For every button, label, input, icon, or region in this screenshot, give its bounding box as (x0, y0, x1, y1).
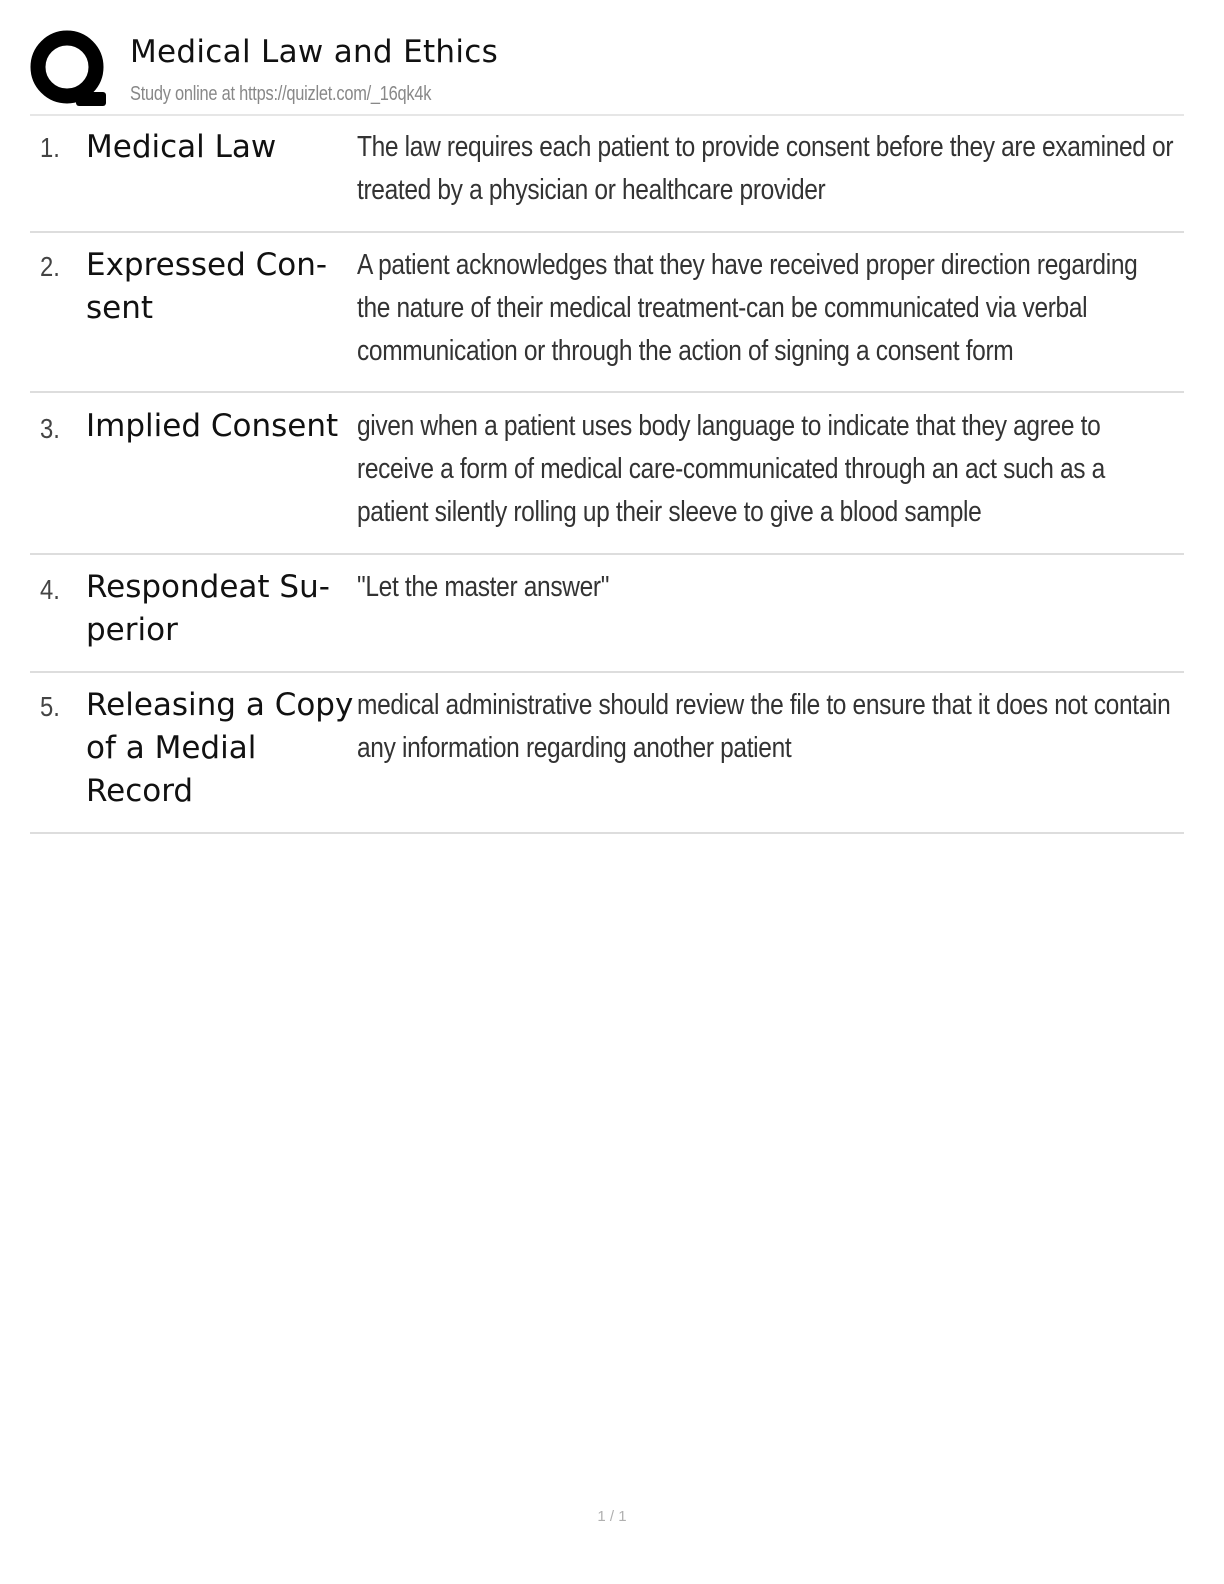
card-definition: given when a patient uses body language to indicate that they agree to receive a form of medical care-communicated through an act such as a patient silently rolling up their sleeve to give a blood sample (357, 410, 1105, 528)
card-number: 3. (40, 413, 60, 444)
quizlet-q-logo-icon (30, 30, 110, 110)
flashcard-row (30, 673, 1184, 834)
card-definition: medical administrative should review the file to ensure that it does not contain any information regarding another patient (357, 689, 1171, 764)
card-term: Respondeat Su- perior (86, 569, 330, 648)
card-number: 2. (40, 251, 60, 282)
document-header (30, 28, 1184, 116)
card-term: Implied Consent (86, 408, 339, 444)
page-indicator: 1 / 1 (597, 1508, 627, 1525)
card-term: Releasing a Copy of a Medial Record (86, 687, 354, 809)
card-term: Medical Law (86, 129, 277, 165)
flashcard-row (30, 555, 1184, 673)
card-number: 5. (40, 691, 60, 722)
study-online-link[interactable]: Study online at https://quizlet.com/_16qk4k (130, 83, 432, 105)
card-number: 4. (40, 574, 60, 605)
flashcard-row (30, 393, 1184, 555)
card-definition: "Let the master answer" (357, 571, 610, 603)
card-number: 1. (40, 132, 60, 163)
card-definition: A patient acknowledges that they have received proper direction regarding the nature of their medical treatment-can be communicated via verbal communication or through the action of signing a consent form (357, 249, 1138, 367)
flashcard-row (30, 233, 1184, 393)
page-title: Medical Law and Ethics (130, 34, 499, 70)
card-definition: The law requires each patient to provide consent before they are examined or treated by a physician or healthcare provider (357, 131, 1174, 206)
flashcard-row (30, 116, 1184, 233)
card-term: Expressed Con- sent (86, 247, 328, 326)
